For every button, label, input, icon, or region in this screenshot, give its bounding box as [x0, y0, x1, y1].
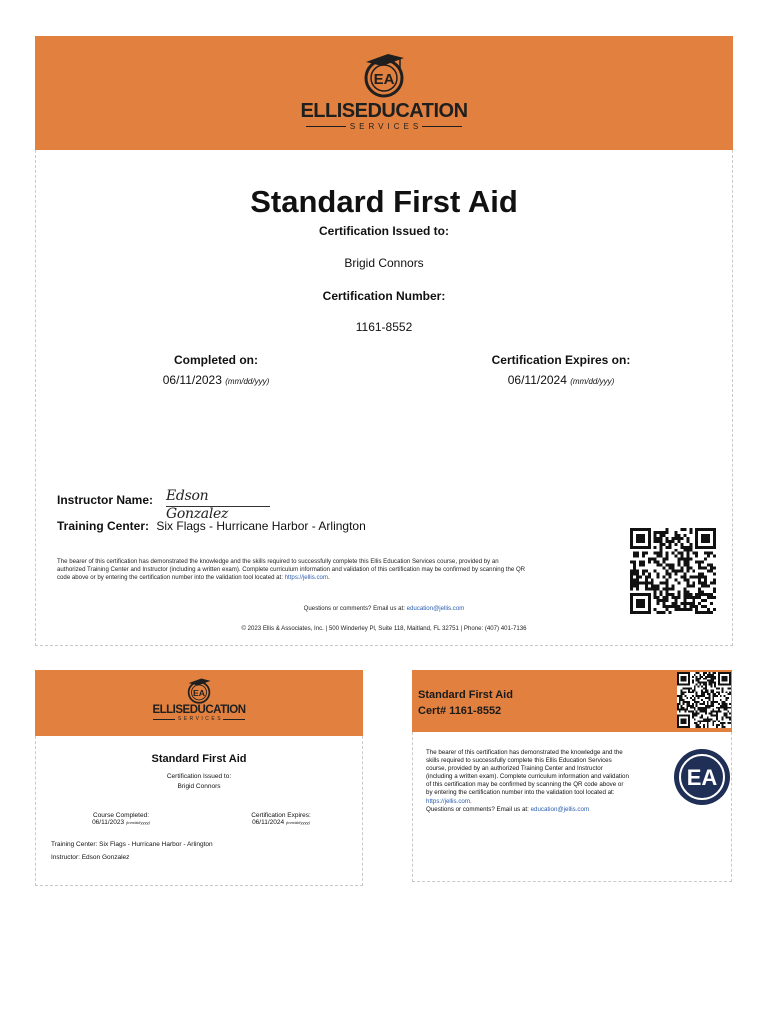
brand-logo: [35, 48, 733, 131]
wallet-front-completed-label: Course Completed:: [93, 812, 149, 819]
questions-line: [36, 605, 732, 613]
graduation-cap-ea-icon: [184, 675, 214, 704]
wallet-front-completed-value: [66, 819, 176, 826]
wallet-front-expires-date: 06/11/2024: [252, 819, 285, 826]
certificate-header: [35, 36, 733, 150]
wallet-back-questions: [426, 806, 671, 814]
wallet-back-line: (including a written exam). Complete curriculum information and validation: [426, 773, 629, 781]
number-label: Certification Number:: [322, 289, 446, 303]
wallet-front-completed-date: 06/11/2023: [92, 819, 125, 826]
wallet-back-line: skills required to successfully complete this Ellis Education Services: [426, 757, 612, 765]
brand-sub: [35, 122, 733, 131]
email-link[interactable]: education@jellis.com: [406, 605, 465, 612]
wallet-back-body: [412, 732, 732, 882]
wallet-front-instructor: Instructor: Edson Gonzalez: [51, 854, 130, 861]
brand-sub-text: SERVICES: [349, 122, 423, 131]
disclaimer-line-3-text: code above or by entering the certification number into the validation tool located at:: [57, 574, 283, 582]
qr-code-icon: [630, 528, 716, 614]
completed-date: 06/11/2023: [162, 373, 222, 387]
wallet-front-brand-sub-text: SERVICES: [177, 716, 224, 722]
expires-date-format: (mm/dd/yyy): [570, 377, 615, 386]
brand-name: ELLISEDUCATION: [300, 100, 468, 122]
expires-label: Certification Expires on:: [491, 353, 631, 367]
wallet-front-body: [35, 736, 363, 886]
wallet-front-brand-sub: [35, 716, 363, 722]
certificate-title: Standard First Aid: [250, 184, 518, 219]
completed-value: [116, 373, 316, 387]
wallet-front-completed: [66, 812, 176, 826]
disclaimer: [57, 558, 632, 583]
completed-date-format: (mm/dd/yyy): [225, 377, 270, 386]
validation-link[interactable]: https://jellis.com: [284, 574, 329, 582]
certificate-body: [35, 150, 733, 646]
wallet-front-expires-format: (mm/dd/yyyy): [285, 820, 310, 825]
wallet-qr-code-icon: [677, 672, 731, 728]
footer-text: © 2023 Ellis & Associates, Inc. | 500 Winderley Pl, Suite 118, Maitland, FL 32751 | Phone: (407) 401-7136: [241, 625, 527, 632]
ea-seal-text: EA: [686, 765, 718, 790]
issued-to: Brigid Connors: [344, 256, 424, 270]
completed-label: Completed on:: [174, 353, 258, 367]
svg-text:EA: EA: [373, 71, 395, 88]
wallet-back-cert-number: Cert# 1161-8552: [418, 705, 502, 717]
training-center-row: [57, 519, 366, 533]
wallet-back-line: of this certification may be confirmed by scanning the QR code above or: [426, 781, 624, 789]
wallet-back-header: [412, 670, 732, 732]
issued-label: Certification Issued to:: [318, 224, 449, 238]
graduation-cap-ea-icon: [358, 48, 410, 98]
wallet-back-disclaimer: [426, 749, 671, 814]
wallet-back-line: The bearer of this certification has demonstrated the knowledge and the: [426, 749, 623, 756]
wallet-front-title: Standard First Aid: [151, 753, 247, 765]
wallet-front-issued-label: Certification Issued to:: [166, 773, 232, 780]
wallet-front-completed-format: (mm/dd/yyyy): [125, 820, 150, 825]
expires-date: 06/11/2024: [507, 373, 567, 387]
disclaimer-line-3: code above or by entering the certification number into the validation tool located at: https://jellis.com.: [57, 574, 330, 582]
wallet-back-line: course, provided by an authorized Training Center and Instructor: [426, 765, 603, 773]
wallet-front-brand-name: ELLISEDUCATION: [152, 704, 246, 716]
expires-value: [461, 373, 661, 387]
ea-seal-icon: [673, 748, 731, 806]
certificate-number: 1161-8552: [355, 320, 413, 334]
wallet-front-expires: [226, 812, 336, 826]
wallet-back-questions-text: Questions or comments? Email us at:: [426, 805, 529, 813]
instructor-label: Instructor Name:: [57, 493, 154, 507]
wallet-front-expires-label: Certification Expires:: [251, 812, 311, 819]
disclaimer-line-2: authorized Training Center and Instructor (including a written exam). Complete curriculum information and validation of this certification may be confirmed by scanning the QR: [57, 566, 526, 574]
wallet-front-expires-value: [226, 819, 336, 826]
wallet-back-title: Standard First Aid: [418, 689, 513, 701]
wallet-back-line: by entering the certification number into the validation tool located at:: [426, 789, 615, 797]
instructor-signature: [166, 487, 270, 522]
wallet-back-link[interactable]: https://jellis.com.: [426, 797, 472, 805]
wallet-front-issued-to: Brigid Connors: [177, 783, 221, 790]
instructor-signature-text: Edson Gonzalez: [166, 488, 229, 522]
disclaimer-line-1: The bearer of this certification has demonstrated the knowledge and the skills required to successfully complete this Ellis Education Services course, provided by an: [57, 558, 499, 565]
questions-text: Questions or comments? Email us at:: [303, 605, 405, 612]
training-center-name: Six Flags - Hurricane Harbor - Arlington: [156, 519, 366, 533]
wallet-front-header: [35, 670, 363, 736]
wallet-front-center: Training Center: Six Flags - Hurricane Harbor - Arlington: [51, 841, 213, 848]
wallet-back-email-link[interactable]: education@jellis.com: [530, 805, 590, 813]
training-center-label: Training Center:: [57, 519, 150, 533]
wallet-front-logo: [35, 675, 363, 722]
svg-text:EA: EA: [192, 687, 206, 698]
